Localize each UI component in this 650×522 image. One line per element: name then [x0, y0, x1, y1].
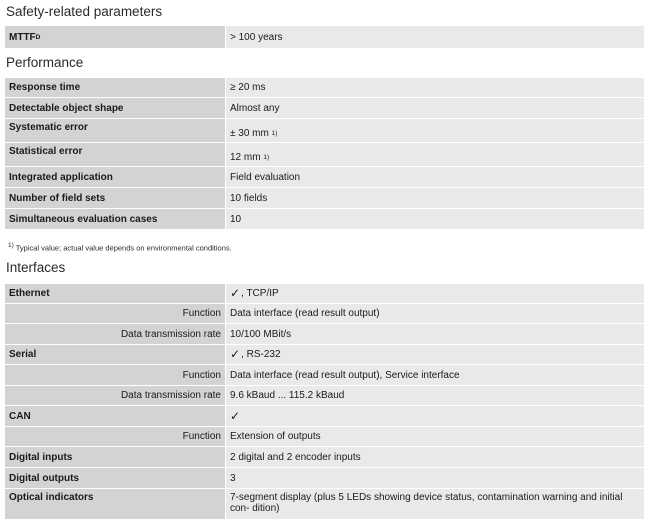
row-value: 10 — [226, 209, 644, 229]
table-row — [5, 427, 644, 446]
table-row — [5, 304, 644, 323]
row-label: Systematic error — [5, 119, 225, 142]
section-title-safety: Safety-related parameters — [6, 4, 163, 19]
row-label: Optical indicators — [5, 489, 225, 519]
checkmark-icon: ✓ — [230, 347, 241, 361]
row-value: Field evaluation — [226, 167, 644, 187]
row-label: Function — [5, 304, 225, 323]
row-value: ≥ 20 ms — [226, 78, 644, 97]
section-title-performance: Performance — [6, 55, 84, 70]
row-label: Digital inputs — [5, 447, 225, 467]
table-row — [5, 468, 644, 488]
row-value: ± 30 mm 1) — [226, 119, 644, 142]
table-row — [5, 78, 644, 97]
row-label: Detectable object shape — [5, 98, 225, 118]
row-label: Data transmission rate — [5, 324, 225, 344]
row-value: ✓ , TCP/IP — [226, 284, 644, 303]
row-label: Function — [5, 427, 225, 446]
table-row — [5, 345, 644, 364]
table-row — [5, 386, 644, 405]
table-row — [5, 188, 644, 208]
table-row — [5, 447, 644, 467]
table-row — [5, 324, 644, 344]
row-value: Data interface (read result output) — [226, 304, 644, 323]
table-row — [5, 406, 644, 426]
row-label: Data transmission rate — [5, 386, 225, 405]
row-label: CAN — [5, 406, 225, 426]
checkmark-icon: ✓ — [230, 286, 241, 300]
table-row — [5, 26, 644, 48]
footnote: $^{1)}$ Typical value; actual value depends on environmental conditions. — [8, 242, 232, 253]
table-row — [5, 119, 644, 142]
row-value — [226, 406, 644, 426]
section-title-interfaces: Interfaces — [6, 260, 66, 275]
row-label: Integrated application — [5, 167, 225, 187]
row-value: 9.6 kBaud ... 115.2 kBaud — [226, 386, 644, 405]
row-value: Almost any — [226, 98, 644, 118]
row-label: Number of field sets — [5, 188, 225, 208]
checkmark-icon: ✓ — [230, 408, 241, 423]
safety-table — [5, 26, 644, 49]
row-value: > 100 years — [226, 26, 644, 48]
row-label: MTTF D — [5, 26, 225, 48]
row-label: Serial — [5, 345, 225, 364]
table-row — [5, 167, 644, 187]
table-row — [5, 365, 644, 385]
row-value: Extension of outputs — [226, 427, 644, 446]
row-label: Simultaneous evaluation cases — [5, 209, 225, 229]
row-value: ✓ , RS-232 — [226, 345, 644, 364]
table-row — [5, 284, 644, 303]
table-row — [5, 98, 644, 118]
row-label: Digital outputs — [5, 468, 225, 488]
table-row — [5, 209, 644, 229]
row-label: Ethernet — [5, 284, 225, 303]
row-value: 3 — [226, 468, 644, 488]
row-value: 2 digital and 2 encoder inputs — [226, 447, 644, 467]
row-value: 10/100 MBit/s — [226, 324, 644, 344]
row-value: 12 mm 1) — [226, 143, 644, 166]
row-label: Function — [5, 365, 225, 385]
table-row — [5, 489, 644, 519]
row-label: Statistical error — [5, 143, 225, 166]
row-label: Response time — [5, 78, 225, 97]
interfaces-table — [5, 284, 644, 520]
performance-table — [5, 78, 644, 230]
row-value: Data interface (read result output), Service interface — [226, 365, 644, 385]
row-value: 10 fields — [226, 188, 644, 208]
row-value: 7-segment display (plus 5 LEDs showing device status, contamination warning and initial con- dition) — [226, 489, 644, 519]
table-row — [5, 143, 644, 166]
